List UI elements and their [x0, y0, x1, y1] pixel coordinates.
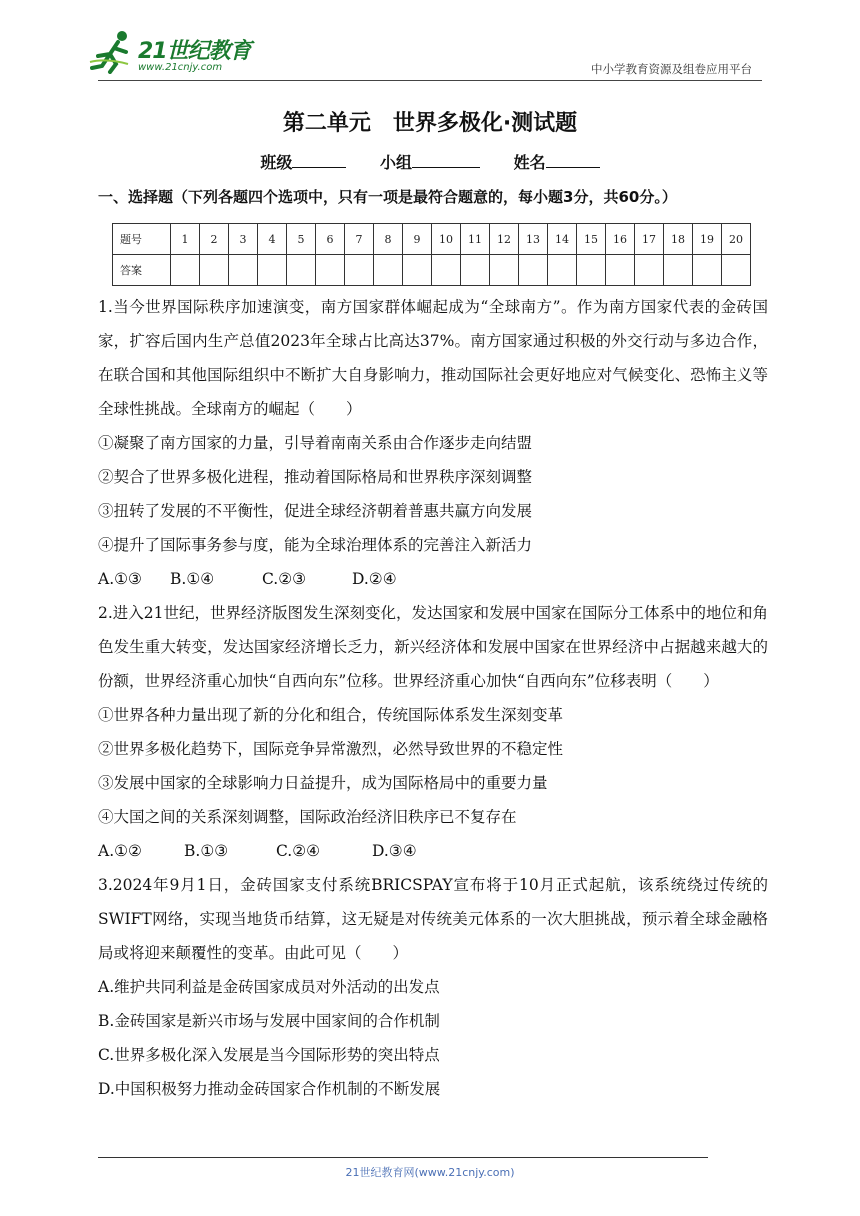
- runner-logo-icon: [88, 28, 138, 74]
- logo-text: 21世纪教育: [138, 39, 251, 64]
- q1-statement-2: ②契合了世界多极化进程，推动着国际格局和世界秩序深刻调整: [98, 468, 533, 486]
- qnum-cell: 3: [229, 224, 258, 255]
- answer-cell[interactable]: [345, 255, 374, 286]
- qnum-cell: 11: [461, 224, 490, 255]
- q2-option-d[interactable]: D.③④: [372, 842, 417, 860]
- qnum-cell: 6: [316, 224, 345, 255]
- answer-cell[interactable]: [258, 255, 287, 286]
- q3-option-c[interactable]: C.世界多极化深入发展是当今国际形势的突出特点: [98, 1046, 440, 1064]
- answer-cell[interactable]: [461, 255, 490, 286]
- answer-row: [113, 255, 751, 286]
- answer-cell[interactable]: [577, 255, 606, 286]
- answer-cell[interactable]: [287, 255, 316, 286]
- answer-cell[interactable]: [722, 255, 751, 286]
- qnum-cell: 14: [548, 224, 577, 255]
- answer-table: [112, 223, 751, 286]
- q2-statement-1: ①世界各种力量出现了新的分化和组合，传统国际体系发生深刻变革: [98, 706, 564, 724]
- qnum-cell: 13: [519, 224, 548, 255]
- q3-stem: 3.2024年9月1日，金砖国家支付系统BRICSPAY宣布将于10月正式起航，该系统绕过传统的SWIFT网络，实现当地货币结算，这无疑是对传统美元体系的一次大胆挑战，预示着全球金融格局或将迎来颠覆性的变革。由此可见（ ）: [98, 876, 768, 962]
- name-blank: [546, 153, 600, 168]
- q2-option-a[interactable]: A.①②: [98, 842, 142, 860]
- q1-option-d[interactable]: D.②④: [352, 570, 397, 588]
- answer-cell[interactable]: [229, 255, 258, 286]
- q2-options: [98, 834, 768, 868]
- q2-statement-3: ③发展中国家的全球影响力日益提升，成为国际格局中的重要力量: [98, 774, 548, 792]
- q2-statement-4: ④大国之间的关系深刻调整，国际政治经济旧秩序已不复存在: [98, 808, 517, 826]
- qnum-cell: 8: [374, 224, 403, 255]
- platform-label: 中小学教育资源及组卷应用平台: [591, 62, 752, 76]
- q1-options: [98, 562, 768, 596]
- q3-option-a[interactable]: A.维护共同利益是金砖国家成员对外活动的出发点: [98, 978, 440, 996]
- site-logo: [88, 28, 258, 80]
- answer-cell[interactable]: [374, 255, 403, 286]
- student-fields: [0, 150, 860, 173]
- answer-cell[interactable]: [171, 255, 200, 286]
- answer-cell[interactable]: [432, 255, 461, 286]
- row-label-answer: 答案: [113, 255, 171, 286]
- answer-cell[interactable]: [635, 255, 664, 286]
- answer-cell[interactable]: [403, 255, 432, 286]
- section-heading: 一、选择题（下列各题四个选项中，只有一项是最符合题意的，每小题3分，共60分。）: [98, 188, 677, 206]
- qnum-cell: 16: [606, 224, 635, 255]
- answer-cell[interactable]: [200, 255, 229, 286]
- q1-option-a[interactable]: A.①③: [98, 570, 142, 588]
- q1-statement-1: ①凝聚了南方国家的力量，引导着南南关系由合作逐步走向结盟: [98, 434, 533, 452]
- qnum-cell: 20: [722, 224, 751, 255]
- q3-option-b[interactable]: B.金砖国家是新兴市场与发展中国家间的合作机制: [98, 1012, 440, 1030]
- qnum-cell: 7: [345, 224, 374, 255]
- question-number-row: [113, 224, 751, 255]
- class-blank: [292, 153, 346, 168]
- footer-link[interactable]: 21世纪教育网(www.21cnjy.com): [345, 1166, 515, 1179]
- qnum-cell: 19: [693, 224, 722, 255]
- answer-cell[interactable]: [490, 255, 519, 286]
- q1-statement-4: ④提升了国际事务参与度，能为全球治理体系的完善注入新活力: [98, 536, 533, 554]
- qnum-cell: 12: [490, 224, 519, 255]
- qnum-cell: 17: [635, 224, 664, 255]
- row-label-number: 题号: [113, 224, 171, 255]
- question-list: [98, 290, 768, 1106]
- logo-url: www.21cnjy.com: [138, 62, 223, 73]
- header-divider: [98, 80, 762, 81]
- answer-cell[interactable]: [664, 255, 693, 286]
- answer-cell[interactable]: [606, 255, 635, 286]
- qnum-cell: 9: [403, 224, 432, 255]
- footer-divider: [98, 1157, 708, 1158]
- q2-statement-2: ②世界多极化趋势下，国际竞争异常激烈，必然导致世界的不稳定性: [98, 740, 564, 758]
- q2-option-c[interactable]: C.②④: [276, 842, 321, 860]
- qnum-cell: 5: [287, 224, 316, 255]
- answer-cell[interactable]: [693, 255, 722, 286]
- qnum-cell: 15: [577, 224, 606, 255]
- qnum-cell: 4: [258, 224, 287, 255]
- qnum-cell: 10: [432, 224, 461, 255]
- qnum-cell: 2: [200, 224, 229, 255]
- q2-option-b[interactable]: B.①③: [184, 842, 229, 860]
- q1-option-b[interactable]: B.①④: [170, 570, 215, 588]
- answer-cell[interactable]: [316, 255, 345, 286]
- qnum-cell: 18: [664, 224, 693, 255]
- qnum-cell: 1: [171, 224, 200, 255]
- page-title: 第二单元 世界多极化·测试题: [282, 111, 578, 136]
- answer-cell[interactable]: [548, 255, 577, 286]
- q3-option-d[interactable]: D.中国积极努力推动金砖国家合作机制的不断发展: [98, 1080, 441, 1098]
- q1-option-c[interactable]: C.②③: [262, 570, 307, 588]
- name-label: 姓名: [513, 153, 546, 172]
- q2-stem: 2.进入21世纪，世界经济版图发生深刻变化，发达国家和发展中国家在国际分工体系中的地位和角色发生重大转变，发达国家经济增长乏力，新兴经济体和发展中国家在世界经济中占据越来越大的份额，世界经济重心加快“自西向东”位移。世界经济重心加快“自西向东”位移表明（ ）: [98, 604, 769, 690]
- q1-stem: 1.当今世界国际秩序加速演变，南方国家群体崛起成为“全球南方”。作为南方国家代表的金砖国家，扩容后国内生产总值2023年全球占比高达37%。南方国家通过积极的外交行动与多边合作，在联合国和其他国际组织中不断扩大自身影响力，推动国际社会更好地应对气候变化、恐怖主义等全球性挑战。全球南方的崛起（ ）: [98, 298, 768, 418]
- q1-statement-3: ③扭转了发展的不平衡性，促进全球经济朝着普惠共赢方向发展: [98, 502, 533, 520]
- group-label: 小组: [379, 153, 412, 172]
- group-blank: [412, 153, 480, 168]
- answer-cell[interactable]: [519, 255, 548, 286]
- class-label: 班级: [260, 153, 293, 172]
